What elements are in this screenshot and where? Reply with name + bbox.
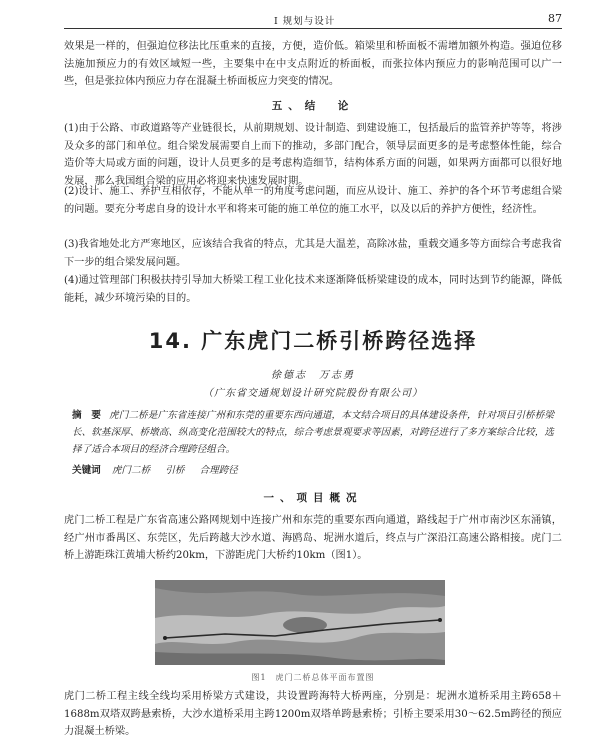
conclusion-item-4: (4)通过管理部门积极扶持引导加大桥梁工程工业化技术来逐渐降低桥梁建设的成本，同时达到节约能源，降低能耗，减少环境污染的目的。 (64, 275, 562, 304)
running-header (64, 12, 562, 29)
abstract-text: 虎门二桥是广东省连接广州和东莞的重要东西向通道，本文结合项目的具体建设条件，针对项目引桥桥梁长、软基深厚、桥墩高、纵高变化范围较大的特点，综合考虑景观要求等因素，对跨径进行了多方案综合比较，选择了适合本项目的经济合理跨径组合。 (72, 410, 555, 455)
figure-1-map (155, 580, 445, 665)
section1-heading: 一、项目概况 (263, 492, 363, 504)
figure-1-caption: 图1 虎门二桥总体平面布置图 (251, 673, 375, 682)
aerial-map-image (155, 580, 445, 665)
intro-paragraph: 效果是一样的，但强迫位移法比压重来的直接，方便，造价低。箱梁里和桥面板不需增加额外构造。强迫位移法施加预应力的有效区域短一些，主要集中在中支点附近的桥面板，而张拉体内预应力的影响范围可以广一些，但是张拉体内预应力存在混凝土桥面板应力突变的情况。 (64, 41, 562, 87)
keywords (72, 462, 554, 476)
abstract (72, 407, 554, 458)
conclusion-item-1: (1)由于公路、市政道路等产业链很长，从前期规划、设计制造、到建设施工，包括最后的监管养护等等，将涉及众多的部门和单位。组合梁发展需要自上而下的推动，多部门配合，领导层面更多的是考虑整体性能，综合造价等大局或方面的问题，设计人员更多的是考虑构造细节，结构体系方面的问题，如果两方面都可以很好地发展，那么我国组合梁的应用必将迎来快速发展时期。 (64, 123, 562, 187)
keyword: 虎门二桥 (111, 465, 151, 476)
page-number: 87 (548, 12, 562, 25)
project-overview-paragraph: 虎门二桥工程是广东省高速公路网规划中连接广州和东莞的重要东西向通道，路线起于广州市南沙区东涌镇，经广州市番禺区、东莞区，先后跨越大沙水道、海鸥岛、坭洲水道后，终点与广深沿江高速公路相接。虎门二桥上游距珠江黄埔大桥约20km，下游距虎门大桥约10km（图1）。 (64, 515, 562, 561)
keywords-label: 关键词 (72, 465, 101, 476)
conclusion-item-3: (3)我省地处北方严寒地区，应该结合我省的特点，尤其是大温差，高除冰盐，重载交通多等方面综合考虑我省下一步的组合梁发展问题。 (64, 239, 562, 268)
authors: 徐德志 万志勇 (271, 370, 355, 381)
affiliation: （广东省交通规划设计研究院股份有限公司） (203, 388, 423, 399)
keyword: 引桥 (165, 465, 185, 476)
abstract-label: 摘 要 (72, 410, 102, 421)
article-title: 14. 广东虎门二桥引桥跨径选择 (148, 329, 478, 353)
section5-heading: 五、结 论 (271, 100, 355, 112)
bridge-design-paragraph: 虎门二桥工程主线全线均采用桥梁方式建设，共设置跨海特大桥两座，分别是：坭洲水道桥采用主跨658＋1688m双塔双跨悬索桥，大沙水道桥采用主跨1200m双塔单跨悬索桥；引桥主要采用30～62.5m跨径的预应力混凝土桥梁。 (64, 691, 562, 737)
header-section-title: Ⅰ 规划与设计 (274, 16, 336, 27)
keyword: 合理跨径 (199, 465, 238, 476)
conclusion-item-2: (2)设计、施工、养护互相依存，不能从单一的角度考虑问题，而应从设计、施工、养护的各个环节考虑组合梁的问题。要充分考虑自身的设计水平和将来可能的施工单位的施工水平，以及以后的养护方便性，经济性。 (64, 186, 562, 215)
